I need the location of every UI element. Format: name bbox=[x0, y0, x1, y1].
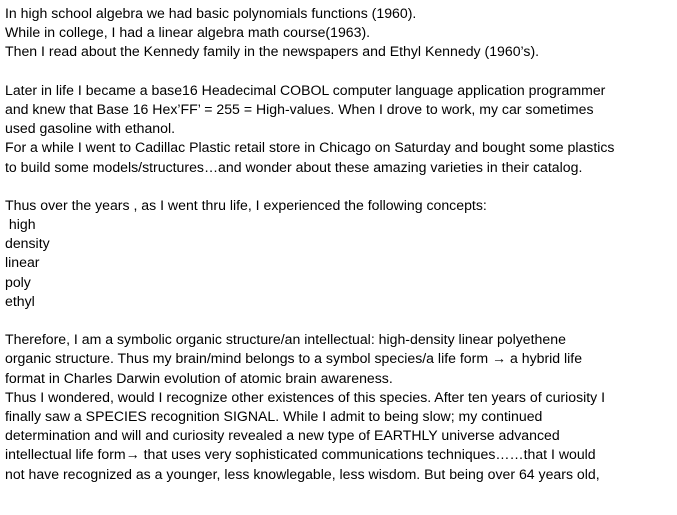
text-line: finally saw a SPECIES recognition SIGNAL. While I admit to being slow; my continued bbox=[5, 407, 543, 424]
concept-item: high bbox=[5, 216, 36, 233]
text-line: to build some models/structures…and wonder about these amazing varieties in their catalog. bbox=[5, 158, 583, 175]
concept-item: ethyl bbox=[5, 292, 35, 309]
text-line: determination and will and curiosity revealed a new type of EARTHLY universe advanced bbox=[5, 427, 560, 444]
document-body bbox=[5, 4, 673, 484]
concept-item: linear bbox=[5, 254, 40, 271]
text-line: For a while I went to Cadillac Plastic retail store in Chicago on Saturday and bought some plastics bbox=[5, 139, 615, 156]
paragraph-conclusion bbox=[5, 330, 673, 484]
concept-item: poly bbox=[5, 273, 31, 290]
paragraph-concepts bbox=[5, 196, 673, 311]
text-line: While in college, I had a linear algebra math course(1963). bbox=[5, 24, 371, 41]
text-line: Therefore, I am a symbolic organic structure/an intellectual: high-density linear polyethene bbox=[5, 331, 566, 348]
text-line: organic structure. Thus my brain/mind belongs to a symbol species/a life form → a hybrid life bbox=[5, 350, 583, 367]
text-line: Thus over the years , as I went thru life, I experienced the following concepts: bbox=[5, 196, 487, 213]
paragraph-later-life bbox=[5, 81, 673, 177]
text-line: Thus I wondered, would I recognize other existences of this species. After ten years of curiosity I bbox=[5, 388, 606, 405]
paragraph-early-years bbox=[5, 4, 673, 62]
text-line: format in Charles Darwin evolution of atomic brain awareness. bbox=[5, 369, 393, 386]
text-line: not have recognized as a younger, less knowlegable, less wisdom. But being over 64 years old, bbox=[5, 465, 600, 482]
text-line: Then I read about the Kennedy family in the newspapers and Ethyl Kennedy (1960’s). bbox=[5, 43, 540, 60]
text-line: In high school algebra we had basic polynomials functions (1960). bbox=[5, 5, 417, 21]
text-line: and knew that Base 16 Hex’FF’ = 255 = High-values. When I drove to work, my car sometimes bbox=[5, 100, 594, 117]
text-line: Later in life I became a base16 Headecimal COBOL computer language application programmer bbox=[5, 81, 606, 98]
text-line: used gasoline with ethanol. bbox=[5, 120, 176, 137]
text-line: intellectual life form→ that uses very sophisticated communications techniques……that I would bbox=[5, 446, 596, 463]
concept-item: density bbox=[5, 235, 50, 252]
